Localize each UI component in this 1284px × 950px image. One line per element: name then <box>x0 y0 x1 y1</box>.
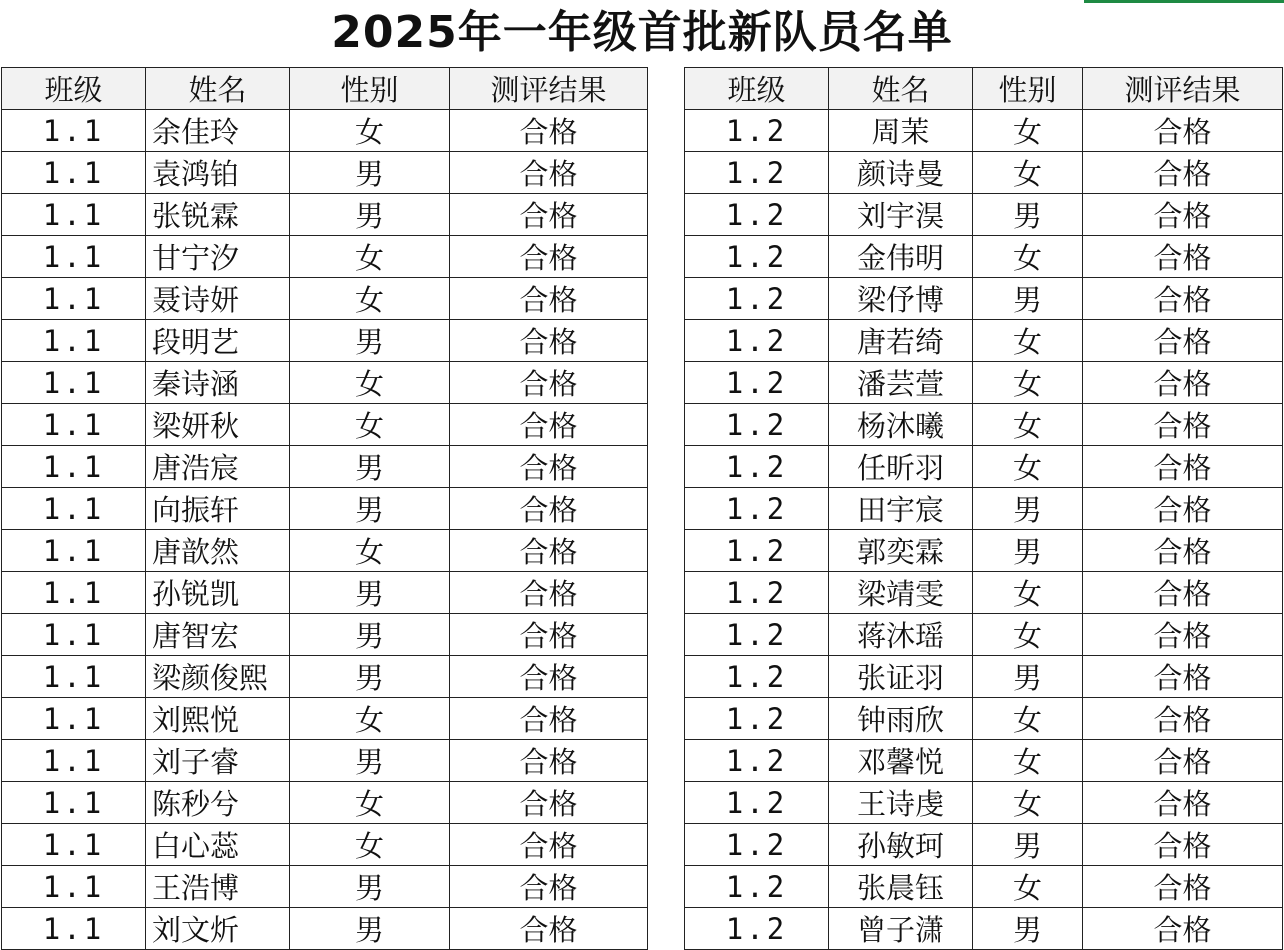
header-gender: 性别 <box>973 68 1083 110</box>
name-cell: 甘宁汐 <box>146 236 290 278</box>
result-cell: 合格 <box>450 236 648 278</box>
class-cell: 1.2 <box>685 488 829 530</box>
table-row <box>2 362 648 404</box>
result-cell: 合格 <box>450 656 648 698</box>
result-cell: 合格 <box>1083 698 1283 740</box>
name-cell: 金伟明 <box>829 236 973 278</box>
result-cell: 合格 <box>1083 824 1283 866</box>
class-cell: 1.2 <box>685 908 829 950</box>
result-cell: 合格 <box>450 194 648 236</box>
name-cell: 田宇宸 <box>829 488 973 530</box>
table-row <box>685 152 1283 194</box>
result-cell: 合格 <box>1083 194 1283 236</box>
gender-cell: 男 <box>973 908 1083 950</box>
class-cell: 1.2 <box>685 656 829 698</box>
table-row <box>685 824 1283 866</box>
result-cell: 合格 <box>450 740 648 782</box>
gender-cell: 女 <box>973 110 1083 152</box>
class-cell: 1.1 <box>2 152 146 194</box>
name-cell: 袁鸿铂 <box>146 152 290 194</box>
table-row <box>685 740 1283 782</box>
name-cell: 梁颜俊熙 <box>146 656 290 698</box>
result-cell: 合格 <box>450 278 648 320</box>
result-cell: 合格 <box>1083 866 1283 908</box>
table-row <box>2 278 648 320</box>
table-gap <box>648 67 684 816</box>
gender-cell: 女 <box>290 362 450 404</box>
header-class: 班级 <box>685 68 829 110</box>
class-cell: 1.2 <box>685 866 829 908</box>
name-cell: 秦诗涵 <box>146 362 290 404</box>
gender-cell: 女 <box>973 572 1083 614</box>
result-cell: 合格 <box>450 614 648 656</box>
table-row <box>685 446 1283 488</box>
table-row <box>2 488 648 530</box>
table-row <box>685 194 1283 236</box>
gender-cell: 男 <box>973 488 1083 530</box>
result-cell: 合格 <box>1083 236 1283 278</box>
class-cell: 1.2 <box>685 404 829 446</box>
class-cell: 1.2 <box>685 278 829 320</box>
name-cell: 颜诗曼 <box>829 152 973 194</box>
class-cell: 1.2 <box>685 614 829 656</box>
class-cell: 1.2 <box>685 110 829 152</box>
name-cell: 梁靖雯 <box>829 572 973 614</box>
result-cell: 合格 <box>1083 782 1283 824</box>
gender-cell: 女 <box>973 782 1083 824</box>
gender-cell: 女 <box>973 236 1083 278</box>
gender-cell: 女 <box>973 866 1083 908</box>
name-cell: 张锐霖 <box>146 194 290 236</box>
result-cell: 合格 <box>1083 572 1283 614</box>
class-cell: 1.1 <box>2 824 146 866</box>
table-row <box>2 446 648 488</box>
table-row <box>685 404 1283 446</box>
table-row <box>685 866 1283 908</box>
name-cell: 孙锐凯 <box>146 572 290 614</box>
name-cell: 孙敏珂 <box>829 824 973 866</box>
roster-table-left <box>1 67 648 950</box>
table-row <box>685 320 1283 362</box>
result-cell: 合格 <box>1083 740 1283 782</box>
class-cell: 1.1 <box>2 278 146 320</box>
class-cell: 1.1 <box>2 236 146 278</box>
table-row <box>2 236 648 278</box>
class-cell: 1.1 <box>2 614 146 656</box>
gender-cell: 女 <box>973 320 1083 362</box>
result-cell: 合格 <box>450 404 648 446</box>
result-cell: 合格 <box>450 824 648 866</box>
class-cell: 1.1 <box>2 908 146 950</box>
table-row <box>685 908 1283 950</box>
gender-cell: 男 <box>290 614 450 656</box>
class-cell: 1.1 <box>2 530 146 572</box>
name-cell: 余佳玲 <box>146 110 290 152</box>
name-cell: 刘宇淏 <box>829 194 973 236</box>
class-cell: 1.2 <box>685 824 829 866</box>
gender-cell: 女 <box>290 824 450 866</box>
name-cell: 陈秒兮 <box>146 782 290 824</box>
class-cell: 1.1 <box>2 194 146 236</box>
result-cell: 合格 <box>1083 530 1283 572</box>
class-cell: 1.1 <box>2 320 146 362</box>
gender-cell: 男 <box>973 824 1083 866</box>
name-cell: 邓馨悦 <box>829 740 973 782</box>
class-cell: 1.2 <box>685 572 829 614</box>
class-cell: 1.2 <box>685 320 829 362</box>
result-cell: 合格 <box>450 362 648 404</box>
name-cell: 王浩博 <box>146 866 290 908</box>
table-row <box>685 782 1283 824</box>
result-cell: 合格 <box>450 110 648 152</box>
result-cell: 合格 <box>450 866 648 908</box>
name-cell: 聂诗妍 <box>146 278 290 320</box>
gender-cell: 女 <box>973 404 1083 446</box>
gender-cell: 女 <box>290 698 450 740</box>
name-cell: 梁伃博 <box>829 278 973 320</box>
class-cell: 1.1 <box>2 488 146 530</box>
class-cell: 1.1 <box>2 110 146 152</box>
class-cell: 1.2 <box>685 698 829 740</box>
gender-cell: 男 <box>290 194 450 236</box>
gender-cell: 男 <box>290 866 450 908</box>
table-row <box>685 236 1283 278</box>
name-cell: 张证羽 <box>829 656 973 698</box>
table-row <box>2 824 648 866</box>
name-cell: 唐浩宸 <box>146 446 290 488</box>
gender-cell: 男 <box>290 152 450 194</box>
class-cell: 1.1 <box>2 782 146 824</box>
name-cell: 任昕羽 <box>829 446 973 488</box>
table-row <box>685 278 1283 320</box>
result-cell: 合格 <box>450 320 648 362</box>
class-cell: 1.2 <box>685 362 829 404</box>
gender-cell: 女 <box>290 530 450 572</box>
class-cell: 1.2 <box>685 236 829 278</box>
name-cell: 郭奕霖 <box>829 530 973 572</box>
result-cell: 合格 <box>1083 614 1283 656</box>
name-cell: 王诗虔 <box>829 782 973 824</box>
class-cell: 1.1 <box>2 572 146 614</box>
class-cell: 1.1 <box>2 656 146 698</box>
result-cell: 合格 <box>1083 908 1283 950</box>
gender-cell: 女 <box>290 110 450 152</box>
class-cell: 1.1 <box>2 404 146 446</box>
result-cell: 合格 <box>1083 362 1283 404</box>
table-row <box>685 656 1283 698</box>
result-cell: 合格 <box>450 530 648 572</box>
gender-cell: 男 <box>290 572 450 614</box>
gender-cell: 男 <box>290 656 450 698</box>
class-cell: 1.1 <box>2 740 146 782</box>
roster-table-right <box>684 67 1283 950</box>
header-result: 测评结果 <box>450 68 648 110</box>
name-cell: 钟雨欣 <box>829 698 973 740</box>
class-cell: 1.2 <box>685 740 829 782</box>
gender-cell: 男 <box>290 488 450 530</box>
table-row <box>2 320 648 362</box>
gender-cell: 女 <box>290 236 450 278</box>
name-cell: 唐歆然 <box>146 530 290 572</box>
class-cell: 1.1 <box>2 866 146 908</box>
gender-cell: 女 <box>973 740 1083 782</box>
table-row <box>685 488 1283 530</box>
gender-cell: 女 <box>973 446 1083 488</box>
result-cell: 合格 <box>1083 446 1283 488</box>
table-row <box>685 530 1283 572</box>
class-cell: 1.2 <box>685 194 829 236</box>
table-row <box>2 404 648 446</box>
table-row <box>685 362 1283 404</box>
name-cell: 刘子睿 <box>146 740 290 782</box>
result-cell: 合格 <box>450 488 648 530</box>
result-cell: 合格 <box>1083 488 1283 530</box>
name-cell: 向振轩 <box>146 488 290 530</box>
table-row <box>2 110 648 152</box>
table-row <box>685 614 1283 656</box>
class-cell: 1.2 <box>685 530 829 572</box>
gender-cell: 男 <box>290 740 450 782</box>
result-cell: 合格 <box>1083 320 1283 362</box>
table-row <box>2 866 648 908</box>
name-cell: 刘文炘 <box>146 908 290 950</box>
table-row <box>2 908 648 950</box>
class-cell: 1.1 <box>2 698 146 740</box>
result-cell: 合格 <box>1083 278 1283 320</box>
header-gender: 性别 <box>290 68 450 110</box>
table-row <box>2 152 648 194</box>
result-cell: 合格 <box>450 446 648 488</box>
gender-cell: 女 <box>973 698 1083 740</box>
table-row <box>2 740 648 782</box>
name-cell: 唐若绮 <box>829 320 973 362</box>
header-row <box>685 68 1283 110</box>
class-cell: 1.1 <box>2 446 146 488</box>
name-cell: 刘熙悦 <box>146 698 290 740</box>
name-cell: 梁妍秋 <box>146 404 290 446</box>
gender-cell: 女 <box>973 614 1083 656</box>
name-cell: 段明艺 <box>146 320 290 362</box>
result-cell: 合格 <box>450 152 648 194</box>
table-row <box>2 530 648 572</box>
gender-cell: 男 <box>973 278 1083 320</box>
table-row <box>2 656 648 698</box>
result-cell: 合格 <box>1083 110 1283 152</box>
header-class: 班级 <box>2 68 146 110</box>
class-cell: 1.2 <box>685 152 829 194</box>
gender-cell: 女 <box>973 152 1083 194</box>
name-cell: 白心蕊 <box>146 824 290 866</box>
gender-cell: 女 <box>290 278 450 320</box>
class-cell: 1.2 <box>685 446 829 488</box>
result-cell: 合格 <box>450 698 648 740</box>
header-row <box>2 68 648 110</box>
table-row <box>685 572 1283 614</box>
gender-cell: 男 <box>290 446 450 488</box>
gender-cell: 男 <box>973 530 1083 572</box>
table-row <box>2 698 648 740</box>
gender-cell: 女 <box>290 404 450 446</box>
name-cell: 杨沐曦 <box>829 404 973 446</box>
table-row <box>2 782 648 824</box>
result-cell: 合格 <box>450 572 648 614</box>
result-cell: 合格 <box>1083 656 1283 698</box>
header-name: 姓名 <box>146 68 290 110</box>
table-row <box>2 194 648 236</box>
result-cell: 合格 <box>450 782 648 824</box>
table-row <box>2 572 648 614</box>
table-row <box>685 698 1283 740</box>
gender-cell: 男 <box>973 656 1083 698</box>
gender-cell: 女 <box>290 782 450 824</box>
result-cell: 合格 <box>450 908 648 950</box>
class-cell: 1.2 <box>685 782 829 824</box>
name-cell: 周茉 <box>829 110 973 152</box>
result-cell: 合格 <box>1083 404 1283 446</box>
class-cell: 1.1 <box>2 362 146 404</box>
name-cell: 张晨钰 <box>829 866 973 908</box>
gender-cell: 男 <box>290 908 450 950</box>
table-row <box>2 614 648 656</box>
gender-cell: 男 <box>290 320 450 362</box>
result-cell: 合格 <box>1083 152 1283 194</box>
header-result: 测评结果 <box>1083 68 1283 110</box>
header-name: 姓名 <box>829 68 973 110</box>
gender-cell: 女 <box>973 362 1083 404</box>
name-cell: 潘芸萱 <box>829 362 973 404</box>
gender-cell: 男 <box>973 194 1083 236</box>
name-cell: 蒋沐瑶 <box>829 614 973 656</box>
table-row <box>685 110 1283 152</box>
name-cell: 曾子潇 <box>829 908 973 950</box>
page-title: 2025年一年级首批新队员名单 <box>331 7 953 58</box>
name-cell: 唐智宏 <box>146 614 290 656</box>
